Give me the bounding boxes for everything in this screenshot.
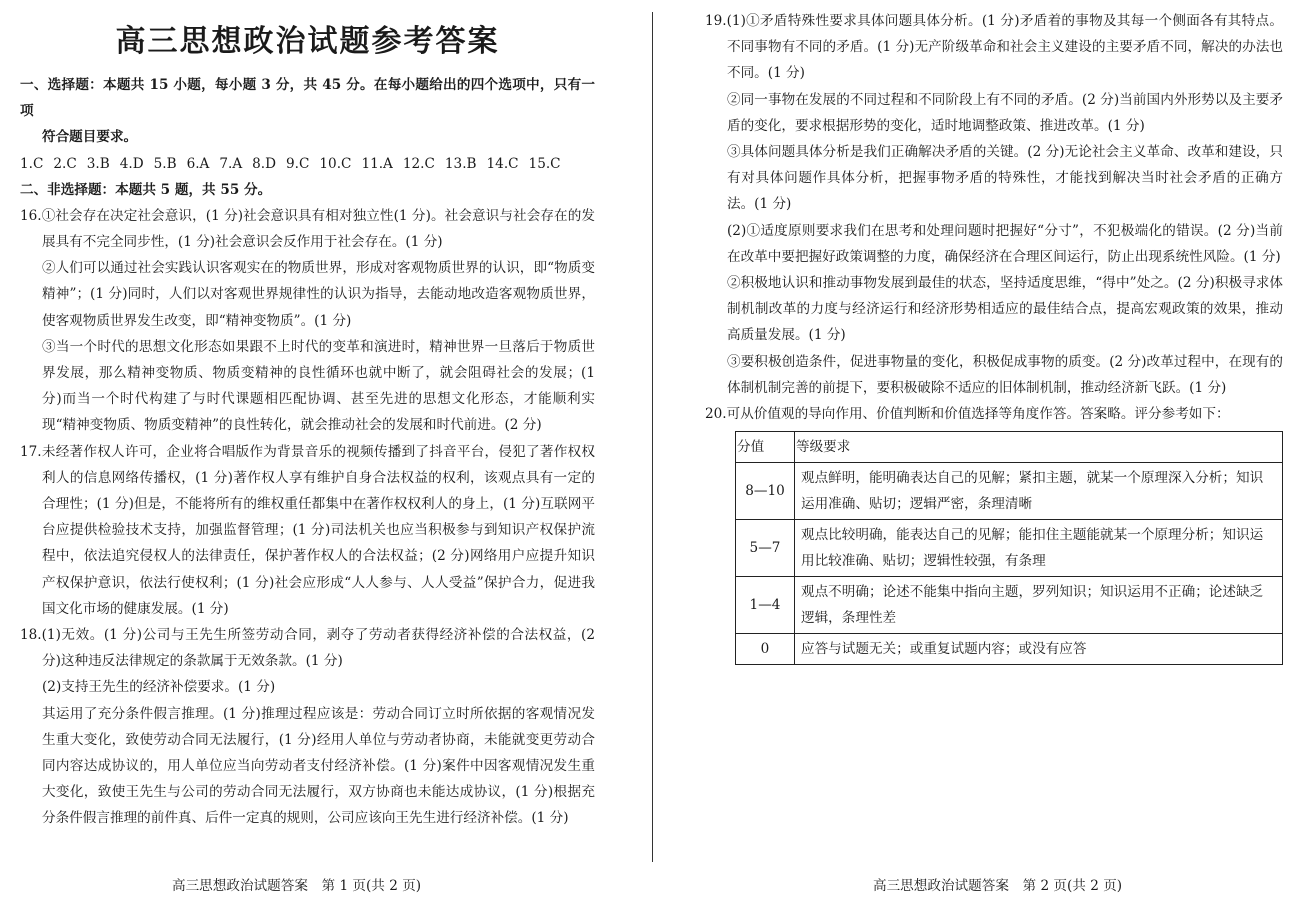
left-column (20, 0, 595, 832)
q20-intro: 20.可从价值观的导向作用、价值判断和价值选择等角度作答。答案略。评分参考如下： (705, 406, 1230, 423)
table-row (736, 463, 1283, 520)
row-score: 5—7 (736, 520, 795, 577)
page-footer-2: 高三思想政治试题答案 第 2 页(共 2 页) (873, 878, 1123, 894)
answer-2: 2.C (53, 155, 77, 172)
question-17 (20, 439, 595, 622)
answer-15: 15.C (528, 155, 561, 172)
answer-14: 14.C (486, 155, 519, 172)
answer-11: 11.A (361, 155, 393, 172)
section-1-heading-line1: 一、选择题：本题共 15 小题，每小题 3 分，共 45 分。在每小题给出的四个选项中，只有一项 (20, 77, 595, 120)
row-score: 8—10 (736, 463, 795, 520)
row-score: 0 (736, 634, 795, 665)
q19-paragraph-3: ③具体问题具体分析是我们正确解决矛盾的关键。(2 分)无论社会主义革命、改革和建设，只有对具体问题作具体分析，把握事物矛盾的特殊性，才能找到解决当时社会矛盾的正确方法。(1 分) (727, 144, 1283, 213)
row-requirement: 观点鲜明，能明确表达自己的见解；紧扣主题，就某一个原理深入分析；知识运用准确、贴切；逻辑严密，条理清晰 (795, 463, 1283, 520)
q16-paragraph-2: ②人们可以通过社会实践认识客观实在的物质世界，形成对客观物质世界的认识，即“物质变精神”；(1 分)同时，人们以对客观世界规律性的认识为指导，去能动地改造客观物质世界，使客观物质世界发生改变，即“精神变物质”。(1 分) (42, 260, 595, 329)
row-requirement: 应答与试题无关；或重复试题内容；或没有应答 (795, 634, 1283, 665)
question-20 (705, 401, 1283, 665)
answer-10: 10.C (319, 155, 352, 172)
q19-paragraph-6: ③要积极创造条件，促进事物量的变化，积极促成事物的质变。(2 分)改革过程中，在现有的体制机制完善的前提下，要积极破除不适应的旧体制机制，推动经济新飞跃。(1 分) (727, 353, 1283, 396)
row-requirement: 观点不明确；论述不能集中指向主题，罗列知识；知识运用不正确；论述缺乏逻辑，条理性差 (795, 577, 1283, 634)
grading-table-header (736, 432, 1283, 463)
question-19 (705, 8, 1283, 401)
right-column (705, 8, 1283, 665)
page-footer-1: 高三思想政治试题答案 第 1 页(共 2 页) (172, 878, 422, 894)
question-18 (20, 622, 595, 832)
document-title: 高三思想政治试题参考答案 (115, 24, 500, 59)
q16-paragraph-1: 16.①社会存在决定社会意识，(1 分)社会意识具有相对独立性(1 分)。社会意识与社会存在的发展具有不完全同步性，(1 分)社会意识会反作用于社会存在。(1 分) (20, 207, 595, 251)
column-divider (652, 12, 653, 862)
header-score: 分值 (736, 432, 795, 463)
q18-paragraph-1: 18.(1)无效。(1 分)公司与王先生所签劳动合同，剥夺了劳动者获得经济补偿的合法权益，(2 分)这种违反法律规定的条款属于无效条款。(1 分) (20, 627, 595, 670)
q19-paragraph-5: ②积极地认识和推动事物发展到最佳的状态，坚持适度思维，“得中”处之。(2 分)积极寻求体制机制改革的力度与经济运行和经济形势相适应的最佳结合点，提高宏观政策的效果，推动高质量发展。(1 分) (727, 275, 1283, 344)
choice-answers (20, 151, 595, 177)
answer-8: 8.D (252, 155, 277, 172)
q19-paragraph-1: 19.(1)①矛盾特殊性要求具体问题具体分析。(1 分)矛盾着的事物及其每一个侧面各有其特点。不同事物有不同的矛盾。(1 分)无产阶级革命和社会主义建设的主要矛盾不同，解决的办法也不同。(1 分) (705, 13, 1283, 82)
answer-13: 13.B (444, 155, 477, 172)
answer-3: 3.B (86, 155, 110, 172)
q19-paragraph-4: (2)①适度原则要求我们在思考和处理问题时把握好“分寸”，不犯极端化的错误。(2 分)当前在改革中要把握好政策调整的力度，确保经济在合理区间运行，防止出现系统性风险。(1 分) (727, 222, 1283, 265)
question-16 (20, 203, 595, 439)
answer-4: 4.D (119, 155, 144, 172)
q16-paragraph-3: ③当一个时代的思想文化形态如果跟不上时代的变革和演进时，精神世界一旦落后于物质世界发展，那么精神变物质、物质变精神的良性循环也就中断了，就会阻碍社会的发展；(1 分)而当一个时代构建了与时代课题相匹配协调、甚至先进的思想文化形态，才能顺利实现“精神变物质、物质变精神”的良性转化，就会推动社会的发展和时代前进。(2 分) (42, 338, 595, 434)
answer-1: 1.C (20, 155, 44, 172)
header-requirement: 等级要求 (795, 432, 1283, 463)
table-row (736, 520, 1283, 577)
q18-paragraph-3: 其运用了充分条件假言推理。(1 分)推理过程应该是：劳动合同订立时所依据的客观情况发生重大变化，致使劳动合同无法履行，(1 分)经用人单位与劳动者协商，未能就变更劳动合同内容达成协议的，用人单位应当向劳动者支付经济补偿。(1 分)案件中因客观情况发生重大变化，致使王先生与公司的劳动合同无法履行，双方协商也未能达成协议，(1 分)根据充分条件假言推理的前件真、后件一定真的规则，公司应该向王先生进行经济补偿。(1 分) (42, 705, 595, 827)
answer-9: 9.C (286, 155, 310, 172)
answer-6: 6.A (186, 155, 210, 172)
row-score: 1—4 (736, 577, 795, 634)
answer-12: 12.C (402, 155, 435, 172)
answer-5: 5.B (153, 155, 177, 172)
section-1 (20, 72, 595, 203)
section-2-heading: 二、非选择题：本题共 5 题，共 55 分。 (20, 181, 272, 198)
row-requirement: 观点比较明确，能表达自己的见解；能扣住主题能就某一个原理分析；知识运用比较准确、贴切；逻辑性较强，有条理 (795, 520, 1283, 577)
q19-paragraph-2: ②同一事物在发展的不同过程和不同阶段上有不同的矛盾。(2 分)当前国内外形势以及主要矛盾的变化，要求根据形势的变化，适时地调整政策、推进改革。(1 分) (727, 91, 1283, 134)
answer-7: 7.A (219, 155, 243, 172)
q18-paragraph-2: (2)支持王先生的经济补偿要求。(1 分) (42, 679, 276, 696)
table-row (736, 577, 1283, 634)
q17-paragraph-1: 17.未经著作权人许可，企业将合唱版作为背景音乐的视频传播到了抖音平台，侵犯了著作权权利人的信息网络传播权，(1 分)著作权人享有维护自身合法权益的权利，该观点具有一定的合理性；(1 分)但是，不能将所有的维权重任都集中在著作权权利人的身上，(1 分)互联网平台应提供检验技术支持，加强监督管理；(1 分)司法机关也应当积极参与到知识产权保护流程中，依法追究侵权人的法律责任，保护著作权人的合法权益；(2 分)网络用户应提升知识产权保护意识，依法行使权利；(1 分)社会应形成“人人参与、人人受益”保护合力，促进我国文化市场的健康发展。(1 分) (20, 443, 595, 617)
table-row (736, 634, 1283, 665)
grading-table (735, 431, 1283, 665)
section-1-heading-line2: 符合题目要求。 (42, 129, 138, 146)
